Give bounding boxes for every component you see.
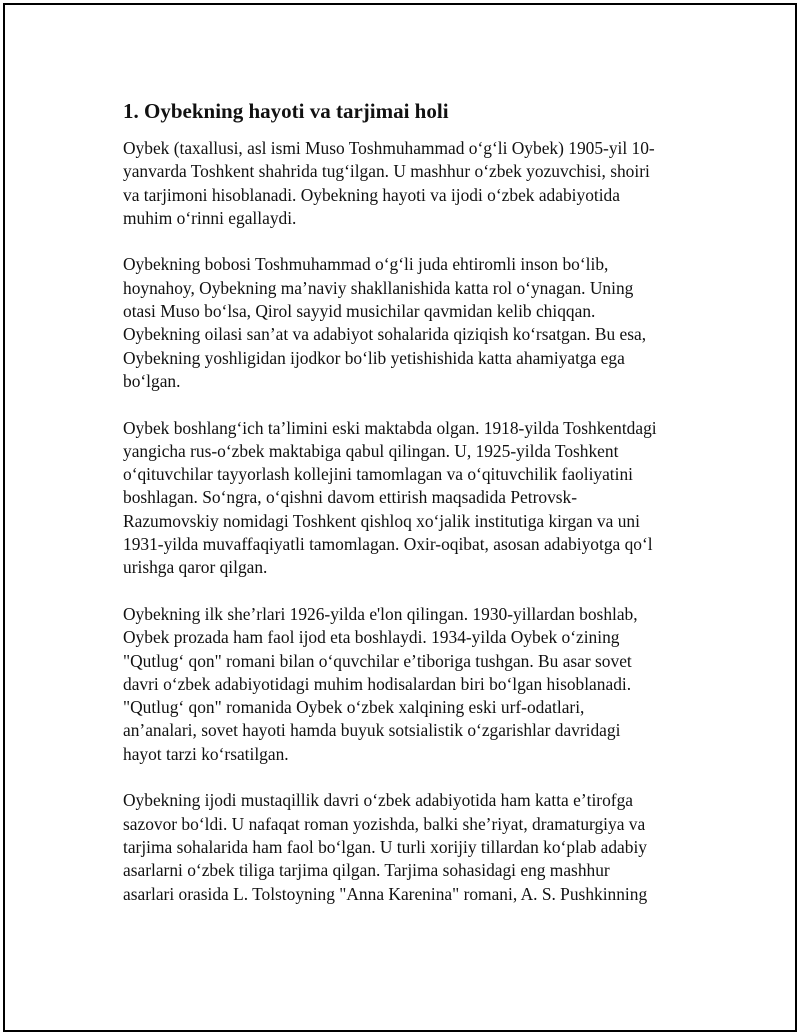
paragraph-4: Oybekning ilk sheʼrlari 1926-yilda e'lon qilingan. 1930-yillardan boshlab, Oybek prozada ham faol ijod eta boshlaydi. 1934-yilda Oybek oʻzining "Qutlugʻ qon" romani bilan oʻquvchilar eʼtiboriga tushgan. Bu asar sovet davri oʻzbek adabiyotidagi muhim hodisalardan biri boʻlgan hisoblanadi. "Qutlugʻ qon" romanida Oybek oʻzbek xalqining eski urf-odatlari, anʼanalari, sovet hayoti hamda buyuk sotsialistik oʻzgarishlar davridagi hayot tarzi koʻrsatilgan. — [123, 603, 638, 764]
paragraph-2: Oybekning bobosi Toshmuhammad oʻgʻli juda ehtiromli inson boʻlib, hoynahoy, Oybekning maʼnaviy shakllanishida katta rol oʻynagan. Uning otasi Muso boʻlsa, Qirol sayyid musichilar qavmidan kelib chiqqan. Oybekning oilasi sanʼat va adabiyot sohalarida qiziqish koʻrsatgan. Bu esa, Oybekning yoshligidan ijodkor boʻlib yetishishida katta ahamiyatga ega boʻlgan. — [123, 254, 647, 391]
paragraph-3: Oybek boshlangʻich taʼlimini eski maktabda olgan. 1918-yilda Toshkentdagi yangicha rus-oʻzbek maktabiga qabul qilingan. U, 1925-yilda Toshkent oʻqituvchilar tayyorlash kollejini tamomlagan va oʻqituvchilik faoliyatini boshlagan. Soʻngra, oʻqishni davom ettirish maqsadida Petrovsk- Razumovskiy nomidagi Toshkent qishloq xoʻjalik institutiga kirgan va uni 1931-yilda muvaffaqiyatli tamomlagan. Oxir-oqibat, asosan adabiyotga qoʻl urishga qaror qilgan. — [123, 417, 657, 578]
document-body — [120, 97, 700, 929]
section-heading: 1. Oybekning hayoti va tarjimai holi — [123, 99, 449, 123]
paragraph-5: Oybekning ijodi mustaqillik davri oʻzbek adabiyotida ham katta eʼtirofga sazovor boʻldi. U nafaqat roman yozishda, balki sheʼriyat, dramaturgiya va tarjima sohalarida ham faol boʻlgan. U turli xorijiy tillardan koʻplab adabiy asarlarni oʻzbek tiliga tarjima qilgan. Tarjima sohasidagi eng mashhur asarlari orasida L. Tolstoyning "Anna Karenina" romani, A. S. Pushkinning — [123, 790, 648, 904]
page-frame — [3, 3, 797, 1032]
paragraph-1: Oybek (taxallusi, asl ismi Muso Toshmuhammad oʻgʻli Oybek) 1905-yil 10- yanvarda Toshkent shahrida tugʻilgan. U mashhur oʻzbek yozuvchisi, shoiri va tarjimoni hisoblanadi. Oybekning hayoti va ijodi oʻzbek adabiyotida muhim oʻrinni egallaydi. — [123, 138, 655, 228]
